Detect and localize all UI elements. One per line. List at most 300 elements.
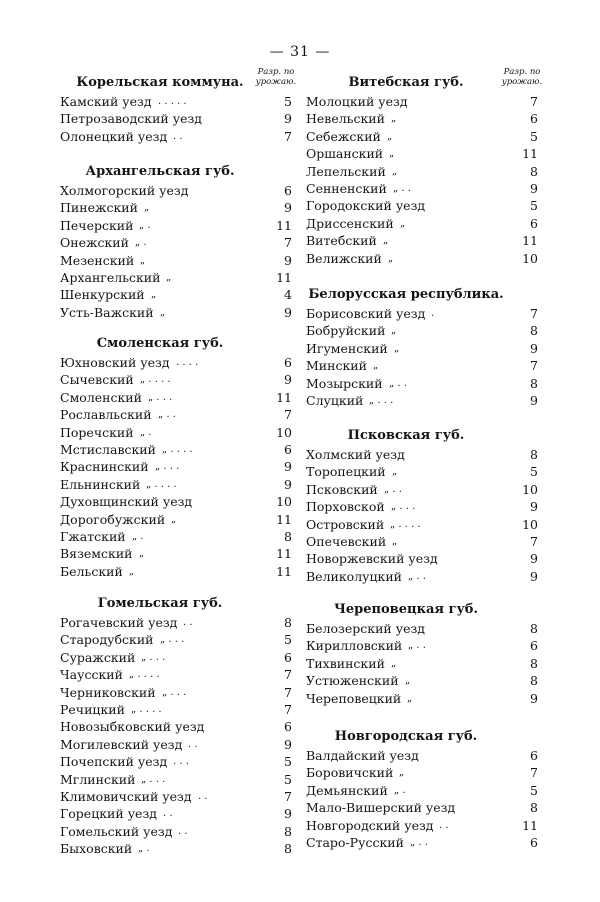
harvest-category-value: 6 xyxy=(530,748,538,763)
district-name: Черниковский xyxy=(60,684,156,700)
table-row xyxy=(60,234,292,251)
harvest-category-value: 5 xyxy=(284,754,292,770)
dot-leader: „ . . . xyxy=(141,651,166,663)
district-name: Дорогобужский xyxy=(60,511,166,527)
table-row xyxy=(306,463,538,480)
table-row xyxy=(60,493,292,510)
district-name: Себежский xyxy=(306,128,381,144)
table-row xyxy=(60,182,292,199)
harvest-category-value: 6 xyxy=(530,638,538,654)
harvest-category-value: 7 xyxy=(530,94,538,109)
dot-leader: „ . . . xyxy=(141,773,166,785)
dot-leader: „ xyxy=(139,548,145,560)
harvest-category-value: 7 xyxy=(530,306,538,321)
table-row xyxy=(60,805,292,822)
table-row xyxy=(306,322,538,339)
table-row xyxy=(306,446,538,463)
table-row xyxy=(60,614,292,631)
table-row xyxy=(60,354,292,371)
table-row xyxy=(306,799,538,816)
table-row xyxy=(306,764,538,781)
table-row xyxy=(60,788,292,805)
harvest-category-value: 8 xyxy=(530,375,538,391)
table-row xyxy=(306,550,538,567)
dot-leader: „ . . . . xyxy=(131,703,162,715)
dot-leader: „ . xyxy=(135,237,147,249)
district-name: Новозыбковский уезд xyxy=(60,719,205,735)
dot-leader: „ . . . xyxy=(148,391,173,403)
district-name: Суражский xyxy=(60,649,136,665)
table-row xyxy=(306,568,538,585)
harvest-category-value: 6 xyxy=(284,355,292,370)
dot-leader: „ . . . . xyxy=(162,443,193,455)
harvest-category-value: 9 xyxy=(284,372,292,388)
district-name: Боровичский xyxy=(306,765,394,781)
table-row xyxy=(306,305,538,322)
harvest-category-value: 6 xyxy=(284,719,292,735)
harvest-category-value: 7 xyxy=(530,533,538,549)
harvest-category-value: 8 xyxy=(284,615,292,630)
dot-leader: „ xyxy=(389,148,395,160)
table-row xyxy=(60,252,292,269)
harvest-category-value: 4 xyxy=(284,287,292,303)
harvest-category-value: 10 xyxy=(522,250,538,266)
district-name: Бельский xyxy=(60,563,123,579)
table-row xyxy=(306,817,538,834)
table-row xyxy=(60,476,292,493)
harvest-category-value: 9 xyxy=(284,806,292,822)
table-row xyxy=(60,269,292,286)
district-name: Вяземский xyxy=(60,546,133,562)
dot-leader: „ . . . . xyxy=(390,518,421,530)
column-header-note: Разр. по урожаю. xyxy=(255,67,297,87)
dot-leader: „ . . . xyxy=(369,394,394,406)
table-row xyxy=(306,747,538,764)
district-name: Гомельский уезд xyxy=(60,823,173,839)
harvest-category-value: 5 xyxy=(530,198,538,214)
district-name: Могилевский уезд xyxy=(60,736,183,752)
dot-leader: „ xyxy=(391,657,397,669)
harvest-category-value: 7 xyxy=(284,235,292,251)
harvest-category-value: 9 xyxy=(530,499,538,515)
harvest-category-value: 7 xyxy=(284,684,292,700)
table-row xyxy=(306,357,538,374)
harvest-category-value: 6 xyxy=(530,111,538,127)
table-row xyxy=(306,834,538,851)
district-name: Порховской xyxy=(306,499,385,515)
section-title: Новгородская губ. xyxy=(334,729,478,744)
harvest-category-value: 9 xyxy=(530,568,538,584)
harvest-category-value: 5 xyxy=(284,632,292,648)
district-name: Холмогорский уезд xyxy=(60,183,189,198)
dot-leader: . . xyxy=(198,790,208,802)
harvest-category-value: 7 xyxy=(284,667,292,683)
district-name: Бобруйский xyxy=(306,323,386,339)
dot-leader: „ . . xyxy=(384,483,402,495)
dot-leader: . . xyxy=(439,819,449,831)
dot-leader: „ xyxy=(160,306,166,318)
district-name: Новгородский уезд xyxy=(306,817,434,833)
dot-leader: „ . . xyxy=(410,836,428,848)
district-name: Усть-Важский xyxy=(60,304,154,320)
dot-leader: „ xyxy=(392,466,398,478)
harvest-category-value: 6 xyxy=(284,183,292,198)
district-name: Олонецкий уезд xyxy=(60,128,168,144)
dot-leader: „ . xyxy=(132,530,144,542)
table-row xyxy=(60,545,292,562)
harvest-category-value: 11 xyxy=(276,217,292,233)
section-title: Псковская губ. xyxy=(347,428,465,443)
dot-leader: . . xyxy=(183,617,193,628)
district-name: Оршанский xyxy=(306,146,384,162)
harvest-category-value: 11 xyxy=(276,546,292,562)
district-name: Борисовский уезд xyxy=(306,306,426,321)
section-title: Белорусская республика. xyxy=(308,287,504,302)
district-name: Слуцкий xyxy=(306,392,364,408)
district-name: Камский уезд xyxy=(60,94,152,109)
column-header-note: Разр. по урожаю. xyxy=(501,67,543,87)
district-name: Мглинский xyxy=(60,771,136,787)
dot-leader: „ xyxy=(391,113,397,125)
district-name: Игуменский xyxy=(306,340,388,356)
district-name: Псковский xyxy=(306,481,378,497)
table-row xyxy=(306,516,538,533)
dot-leader: „ . . . . xyxy=(146,478,177,490)
harvest-category-value: 5 xyxy=(530,128,538,144)
district-name: Пинежский xyxy=(60,200,138,216)
table-row xyxy=(60,128,292,145)
harvest-category-value: 9 xyxy=(284,111,292,127)
district-name: Великолуцкий xyxy=(306,568,403,584)
harvest-category-value: 8 xyxy=(530,800,538,816)
dot-leader: . . . . . xyxy=(158,96,187,107)
harvest-category-value: 6 xyxy=(284,441,292,457)
table-row xyxy=(306,498,538,515)
harvest-category-value: 6 xyxy=(530,215,538,231)
harvest-category-value: 9 xyxy=(284,476,292,492)
table-row xyxy=(60,701,292,718)
district-name: Климовичский уезд xyxy=(60,788,192,804)
harvest-category-value: 11 xyxy=(276,563,292,579)
harvest-category-value: 9 xyxy=(530,690,538,706)
district-name: Быховский xyxy=(60,841,133,857)
table-row xyxy=(306,392,538,409)
harvest-category-value: 11 xyxy=(276,389,292,405)
dot-leader: „ xyxy=(399,767,405,779)
harvest-category-value: 11 xyxy=(276,511,292,527)
dot-leader: . xyxy=(431,308,435,319)
table-row xyxy=(60,286,292,303)
harvest-category-value: 7 xyxy=(530,765,538,781)
district-name: Рогачевский уезд xyxy=(60,615,178,630)
district-name: Сенненский xyxy=(306,180,387,196)
harvest-category-value: 8 xyxy=(530,621,538,636)
harvest-category-value: 7 xyxy=(284,788,292,804)
district-name: Юхновский уезд xyxy=(60,355,170,370)
district-name: Белозерский уезд xyxy=(306,621,425,636)
table-row xyxy=(60,753,292,770)
district-name: Чаусский xyxy=(60,667,123,683)
dot-leader: „ xyxy=(373,360,379,372)
table-row xyxy=(60,684,292,701)
district-name: Минский xyxy=(306,358,367,374)
table-row xyxy=(60,511,292,528)
table-row xyxy=(306,375,538,392)
section-title: Череповецкая губ. xyxy=(333,602,479,617)
district-name: Опечевский xyxy=(306,533,387,549)
section-title: Гомельская губ. xyxy=(97,596,223,611)
dot-leader: „ xyxy=(392,535,398,547)
section xyxy=(306,285,538,409)
harvest-category-value: 9 xyxy=(530,551,538,567)
section xyxy=(60,594,292,857)
district-name: Шенкурский xyxy=(60,287,145,303)
harvest-category-value: 8 xyxy=(530,163,538,179)
section xyxy=(306,67,543,267)
dot-leader: „ . . . xyxy=(162,686,187,698)
table-row xyxy=(60,736,292,753)
dot-leader: „ . . xyxy=(408,570,426,582)
harvest-category-value: 11 xyxy=(522,817,538,833)
table-row xyxy=(60,93,292,110)
dot-leader: „ . . . . xyxy=(129,669,160,681)
table-row xyxy=(60,666,292,683)
harvest-category-value: 10 xyxy=(276,494,292,510)
dot-leader: „ xyxy=(383,235,389,247)
table-row xyxy=(306,110,538,127)
harvest-category-value: 5 xyxy=(284,94,292,109)
harvest-category-value: 7 xyxy=(284,701,292,717)
district-name: Онежский xyxy=(60,235,129,251)
district-name: Мезенский xyxy=(60,252,135,268)
district-name: Краснинский xyxy=(60,459,149,475)
section-title: Архангельская губ. xyxy=(85,164,235,179)
harvest-category-value: 11 xyxy=(522,233,538,249)
harvest-category-value: 8 xyxy=(530,323,538,339)
table-row xyxy=(60,371,292,388)
table-row xyxy=(306,250,538,267)
district-name: Холмский уезд xyxy=(306,447,405,462)
table-row xyxy=(60,840,292,857)
district-name: Старо-Русский xyxy=(306,834,404,850)
dot-leader: . . xyxy=(163,808,173,820)
table-row xyxy=(60,304,292,321)
district-name: Гжатский xyxy=(60,528,126,544)
dot-leader: „ . . xyxy=(393,182,411,194)
section-title: Смоленская губ. xyxy=(96,336,224,351)
table-row xyxy=(60,631,292,648)
page-number: — 31 — xyxy=(269,44,331,60)
table-row xyxy=(60,424,292,441)
dot-leader: „ . . xyxy=(389,377,407,389)
section xyxy=(306,426,538,585)
district-name: Архангельский xyxy=(60,269,161,285)
district-name: Печерский xyxy=(60,217,134,233)
district-name: Невельский xyxy=(306,111,385,127)
district-name: Торопецкий xyxy=(306,464,386,480)
harvest-category-value: 9 xyxy=(530,180,538,196)
harvest-category-value: 8 xyxy=(530,655,538,671)
table-row xyxy=(60,458,292,475)
district-name: Сычевский xyxy=(60,372,134,388)
district-name: Дриссенский xyxy=(306,215,394,231)
section-title: Витебская губ. xyxy=(348,75,464,90)
harvest-category-value: 9 xyxy=(284,304,292,320)
section xyxy=(306,727,538,851)
dot-leader: „ xyxy=(387,130,393,142)
table-row xyxy=(306,145,538,162)
district-name: Молоцкий уезд xyxy=(306,94,408,109)
district-name: Витебский xyxy=(306,233,377,249)
district-name: Валдайский уезд xyxy=(306,748,419,763)
table-row xyxy=(306,481,538,498)
dot-leader: „ xyxy=(151,289,157,301)
table-row xyxy=(306,690,538,707)
district-name: Поречский xyxy=(60,424,134,440)
harvest-category-value: 9 xyxy=(530,392,538,408)
harvest-category-value: 9 xyxy=(284,252,292,268)
district-name: Мозырский xyxy=(306,375,383,391)
dot-leader: „ xyxy=(407,692,413,704)
section xyxy=(60,334,292,580)
harvest-category-value: 7 xyxy=(530,358,538,374)
dot-leader: „ . xyxy=(140,426,152,438)
table-row xyxy=(60,406,292,423)
table-row xyxy=(306,197,538,214)
district-name: Мало-Вишерский уезд xyxy=(306,800,456,816)
table-row xyxy=(306,782,538,799)
table-row xyxy=(306,620,538,637)
dot-leader: „ . . . xyxy=(391,501,416,513)
dot-leader: „ xyxy=(129,565,135,577)
table-row xyxy=(306,232,538,249)
table-row xyxy=(60,389,292,406)
district-name: Почепский уезд xyxy=(60,754,168,770)
table-row xyxy=(60,217,292,234)
harvest-category-value: 5 xyxy=(284,771,292,787)
table-row xyxy=(60,823,292,840)
table-row xyxy=(60,718,292,735)
district-name: Ельнинский xyxy=(60,476,141,492)
table-row xyxy=(306,655,538,672)
table-row xyxy=(306,637,538,654)
table-row xyxy=(306,180,538,197)
harvest-category-value: 9 xyxy=(284,736,292,752)
table-row xyxy=(60,528,292,545)
district-name: Лепельский xyxy=(306,163,386,179)
table-row xyxy=(60,563,292,580)
district-name: Демьянский xyxy=(306,782,388,798)
dot-leader: „ . . . xyxy=(160,634,185,646)
dot-leader: . . xyxy=(188,738,198,750)
district-name: Тихвинский xyxy=(306,655,385,671)
table-row xyxy=(306,128,538,145)
harvest-category-value: 8 xyxy=(284,823,292,839)
dot-leader: . . . . xyxy=(176,357,199,368)
dot-leader: „ . xyxy=(138,843,150,855)
harvest-category-value: 6 xyxy=(530,834,538,850)
dot-leader: „ xyxy=(400,217,406,229)
district-name: Горецкий уезд xyxy=(60,806,157,822)
district-name: Стародубский xyxy=(60,632,154,648)
dot-leader: „ . . . xyxy=(155,461,180,473)
dot-leader: „ xyxy=(166,271,172,283)
table-row xyxy=(60,771,292,788)
table-row xyxy=(60,649,292,666)
table-row xyxy=(306,533,538,550)
dot-leader: . . . xyxy=(173,756,189,768)
harvest-category-value: 8 xyxy=(530,673,538,689)
harvest-category-value: 5 xyxy=(530,464,538,480)
harvest-category-value: 5 xyxy=(530,782,538,798)
harvest-category-value: 9 xyxy=(284,459,292,475)
dot-leader: „ . xyxy=(394,784,406,796)
harvest-category-value: 11 xyxy=(276,269,292,285)
table-row xyxy=(306,93,538,110)
dot-leader: „ xyxy=(144,202,150,214)
harvest-category-value: 8 xyxy=(530,447,538,462)
district-name: Новоржевский уезд xyxy=(306,551,438,567)
district-name: Островский xyxy=(306,516,385,532)
district-name: Духовщинский уезд xyxy=(60,494,193,510)
harvest-category-value: 9 xyxy=(284,200,292,216)
district-name: Городокский уезд xyxy=(306,198,426,214)
district-name: Кирилловский xyxy=(306,638,403,654)
table-row xyxy=(306,672,538,689)
dot-leader: „ xyxy=(391,325,397,337)
harvest-category-value: 10 xyxy=(522,481,538,497)
dot-leader: „ xyxy=(392,165,398,177)
district-name: Речицкий xyxy=(60,701,125,717)
dot-leader: . . xyxy=(178,825,188,837)
district-name: Петрозаводский уезд xyxy=(60,111,202,127)
district-name: Мстиславский xyxy=(60,441,156,457)
section xyxy=(60,162,292,321)
dot-leader: „ xyxy=(405,675,411,687)
harvest-category-value: 10 xyxy=(276,424,292,440)
section xyxy=(306,600,538,707)
dot-leader: „ . xyxy=(139,219,151,231)
dot-leader: „ xyxy=(394,342,400,354)
dot-leader: „ . . . . xyxy=(140,374,171,386)
table-row xyxy=(306,340,538,357)
dot-leader: „ . . xyxy=(408,640,426,652)
dot-leader: „ xyxy=(140,254,146,266)
district-name: Устюженский xyxy=(306,673,399,689)
harvest-category-value: 7 xyxy=(284,407,292,423)
dot-leader: „ xyxy=(388,252,394,264)
dot-leader: . . xyxy=(173,130,183,142)
table-row xyxy=(60,110,292,127)
harvest-category-value: 11 xyxy=(522,146,538,162)
harvest-category-value: 9 xyxy=(530,340,538,356)
district-name: Рославльский xyxy=(60,407,152,423)
table-row xyxy=(60,441,292,458)
harvest-category-value: 7 xyxy=(284,128,292,144)
harvest-category-value: 8 xyxy=(284,528,292,544)
section-title: Корельская коммуна. xyxy=(76,75,244,90)
table-row xyxy=(60,199,292,216)
district-name: Велижский xyxy=(306,250,382,266)
district-name: Череповецкий xyxy=(306,690,402,706)
table-row xyxy=(306,163,538,180)
harvest-category-value: 6 xyxy=(284,649,292,665)
district-name: Смоленский xyxy=(60,389,142,405)
harvest-category-value: 8 xyxy=(284,841,292,857)
harvest-category-value: 10 xyxy=(522,516,538,532)
table-row xyxy=(306,215,538,232)
dot-leader: „ xyxy=(171,513,177,525)
